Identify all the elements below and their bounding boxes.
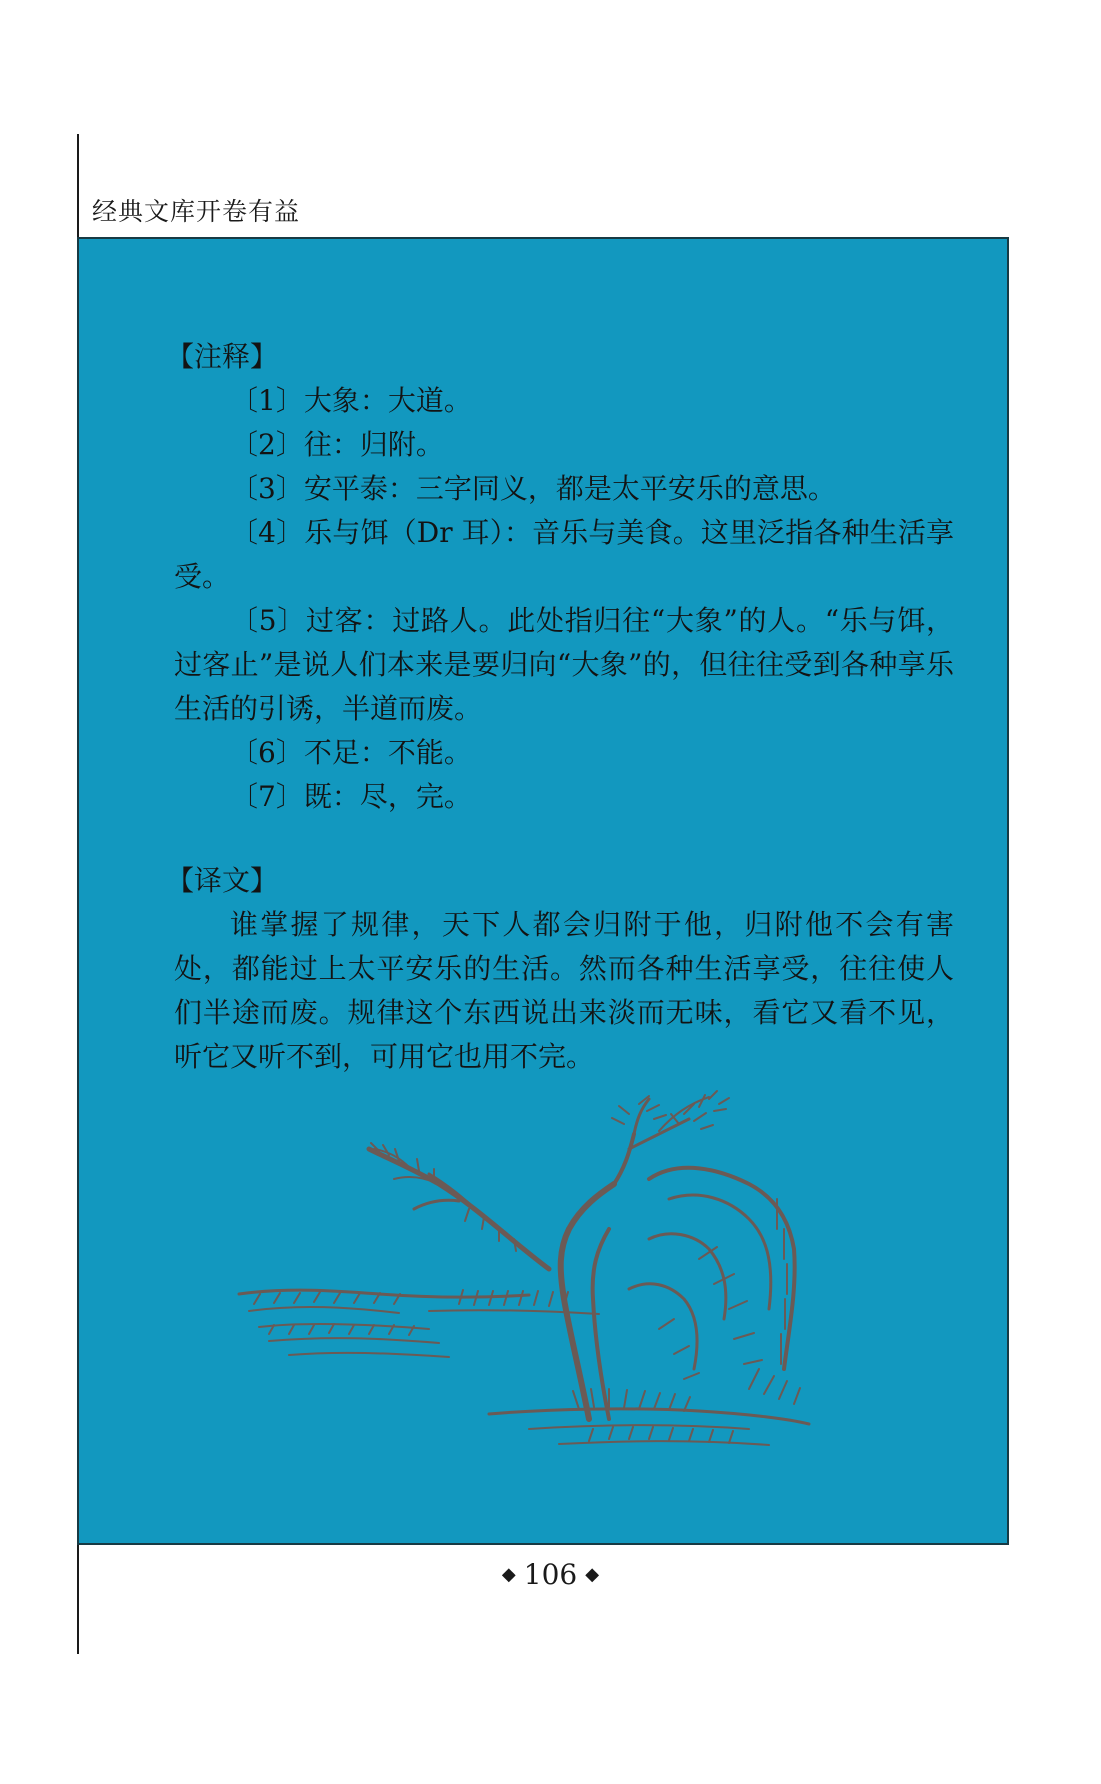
note-item-5: 〔5〕过客：过路人。此处指归往“大象”的人。“乐与饵，过客止”是说人们本来是要归向“大象”的，但往往受到各种享乐生活的引诱，半道而废。 — [174, 604, 954, 725]
note-item-4: 〔4〕乐与饵（Dr 耳）：音乐与美食。这里泛指各种生活享受。 — [174, 516, 954, 593]
page-number: 106 — [523, 1558, 578, 1591]
landscape-ink-illustration-icon — [229, 1089, 829, 1474]
note-item-7: 〔7〕既：尽，完。 — [230, 780, 472, 813]
diamond-right-icon: ◆ — [585, 1564, 600, 1585]
note-item-3: 〔3〕安平泰：三字同义，都是太平安乐的意思。 — [230, 472, 836, 505]
note-item-1: 〔1〕大象：大道。 — [230, 384, 472, 417]
diamond-left-icon: ◆ — [501, 1564, 516, 1585]
running-header: 经典文库开卷有益 — [92, 197, 301, 226]
content-panel — [77, 237, 1009, 1545]
note-item-2: 〔2〕往：归附。 — [230, 428, 444, 461]
translation-paragraph: 谁掌握了规律，天下人都会归附于他，归附他不会有害处，都能过上太平安乐的生活。然而各种生活享受，往往使人们半途而废。规律这个东西说出来淡而无味，看它又看不见，听它又听不到，可用它也用不完。 — [174, 908, 954, 1073]
translation-heading: 【译文】 — [166, 864, 279, 897]
text-block — [166, 335, 954, 1079]
page-number-footer — [0, 1558, 1101, 1592]
note-item-6: 〔6〕不足：不能。 — [230, 736, 472, 769]
notes-heading: 【注释】 — [166, 340, 279, 373]
